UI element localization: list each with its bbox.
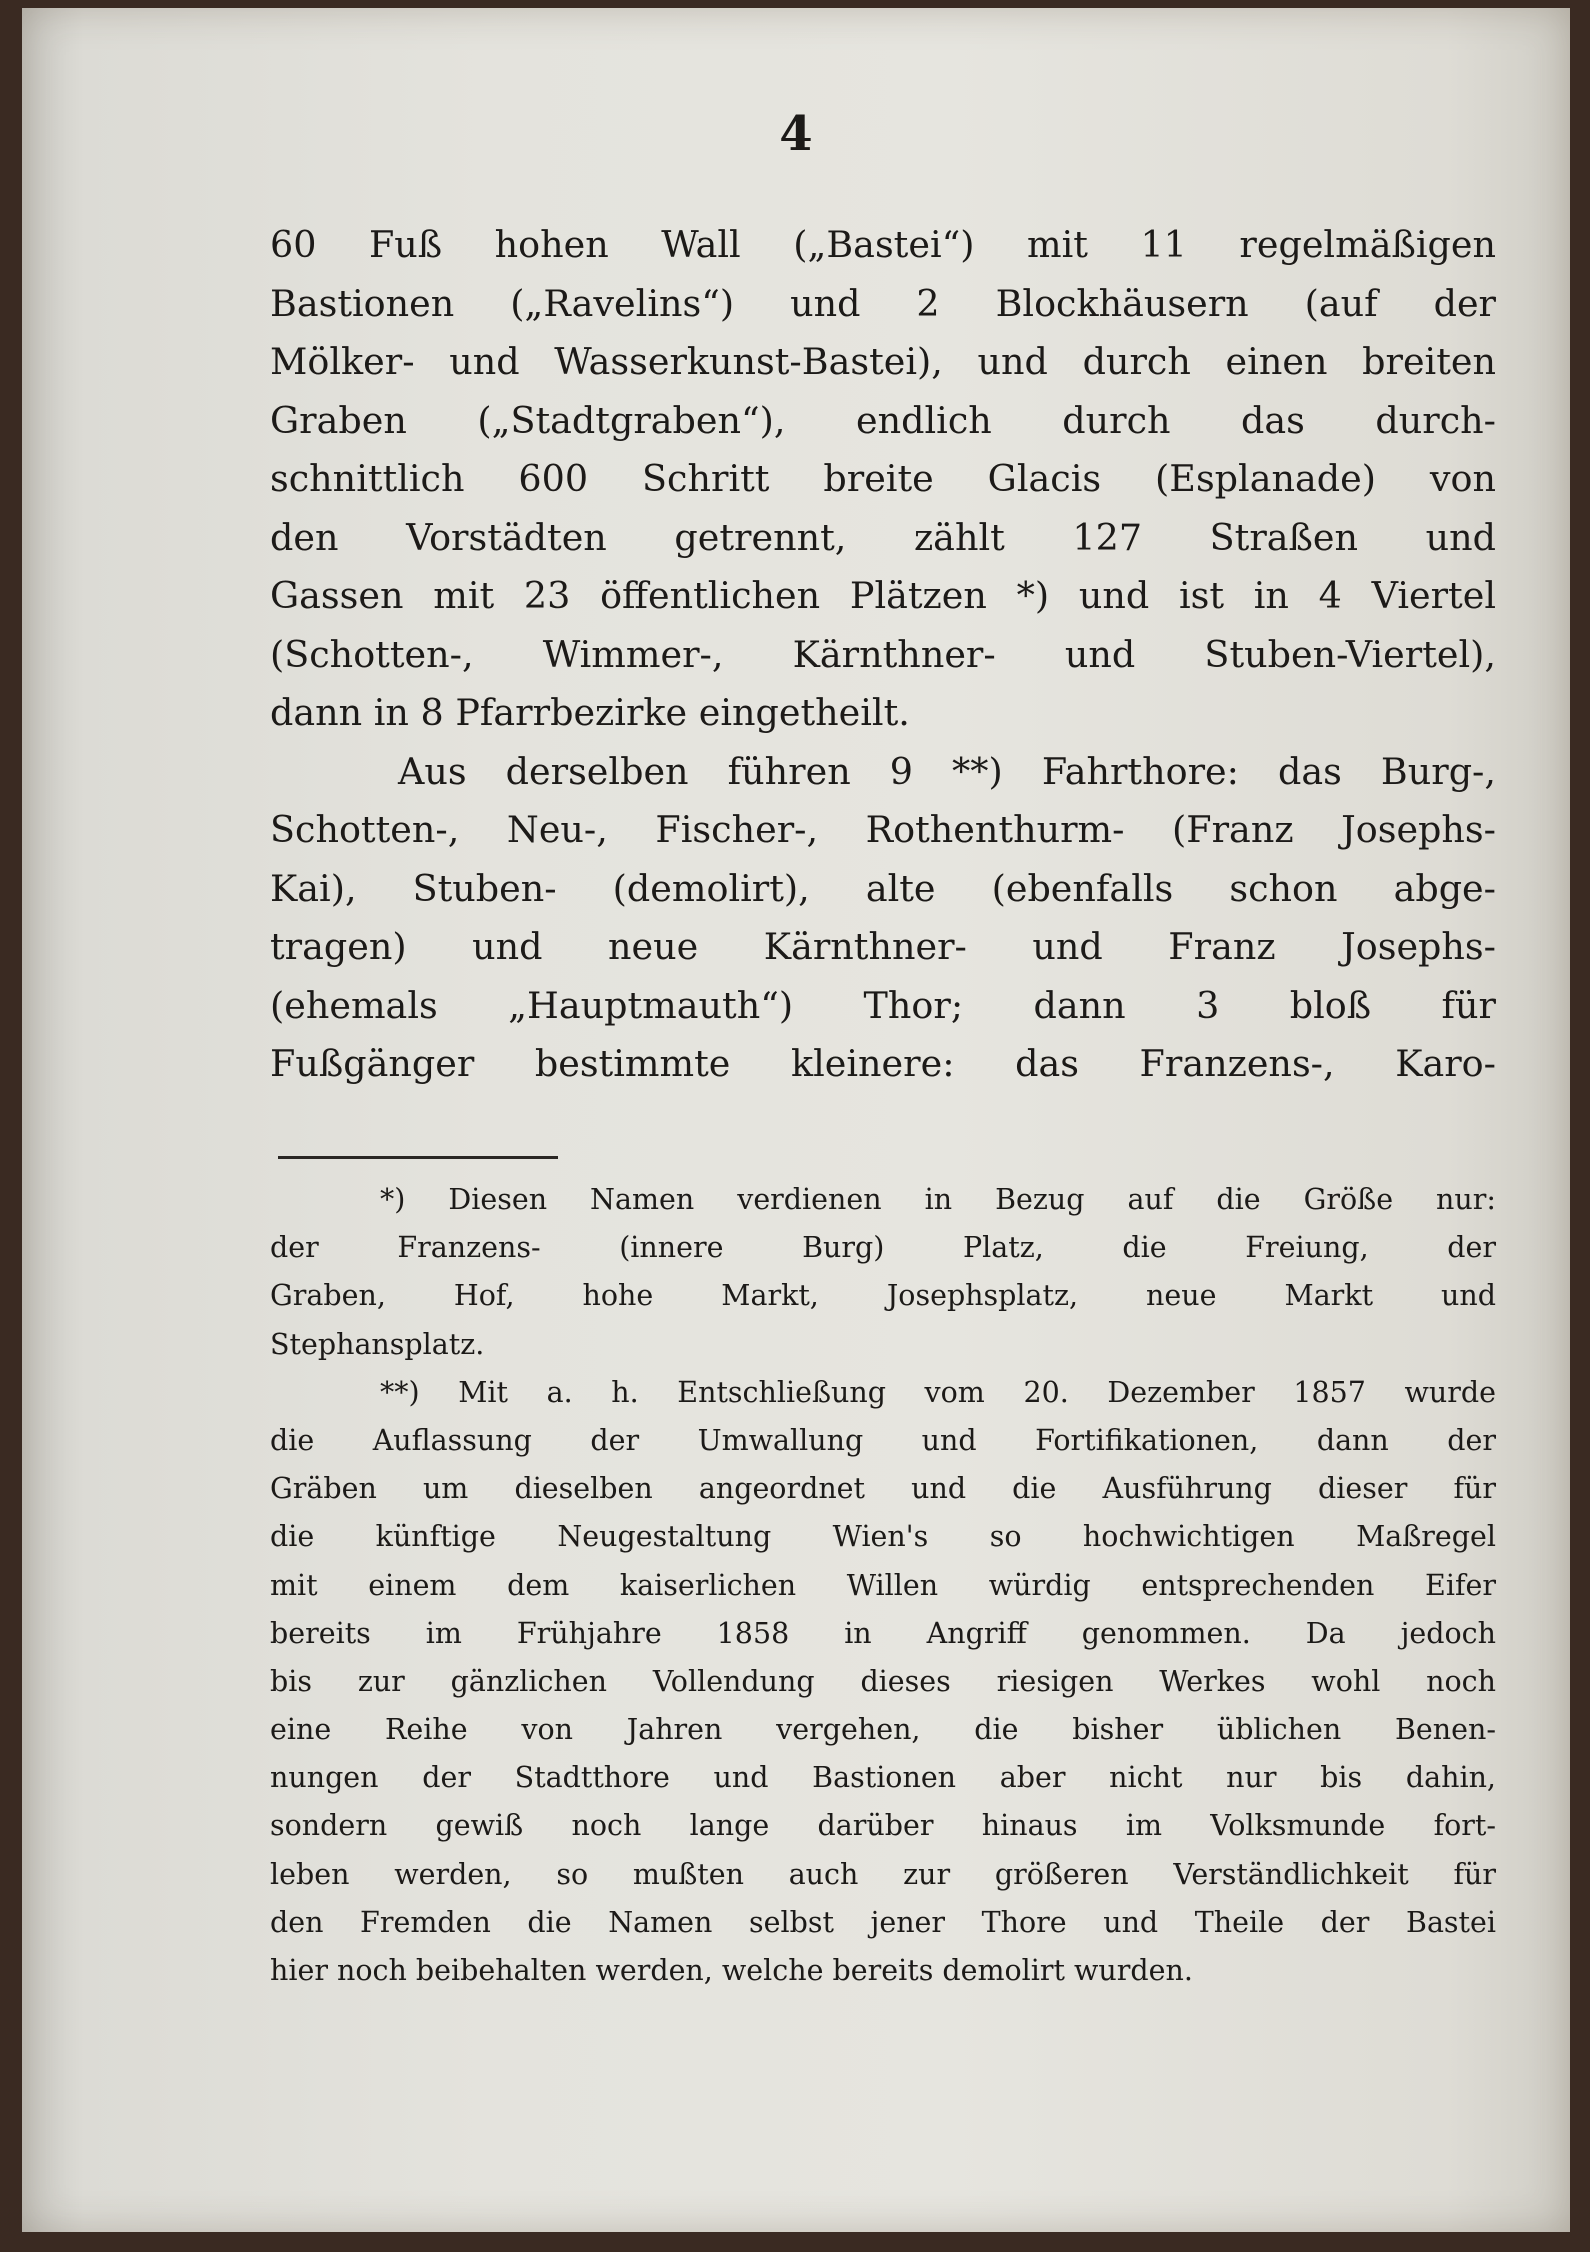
text-line: Aus derselben führen 9 **) Fahrthore: das Burg-, [398,749,1496,793]
text-line: tragen) und neue Kärnthner- und Franz Josephs- [270,925,1496,968]
text-line: den Vorstädten getrennt, zählt 127 Straßen und [270,515,1496,559]
footnote-line: hier noch beibehalten werden, welche bereits demolirt wurden. [270,1954,1193,1987]
footnotes [270,1176,1496,1995]
text-line: 60 Fuß hohen Wall („Bastei“) mit 11 regelmäßigen [270,223,1496,266]
main-text [270,216,1496,1094]
text-line: (ehemals „Hauptmauth“) Thor; dann 3 bloß für [270,983,1496,1027]
footnote-line: mit einem dem kaiserlichen Willen würdig entsprechenden Eifer [270,1568,1496,1602]
footnote-divider [278,1156,558,1159]
text-line: schnittlich 600 Schritt breite Glacis (Esplanade) von [270,457,1496,500]
book-page [22,8,1570,2232]
page-number: 4 [779,106,813,162]
footnote-line: bis zur gänzlichen Vollendung dieses riesigen Werkes wohl noch [270,1664,1496,1698]
footnote-line: **) Mit a. h. Entschließung vom 20. Dezember 1857 wurde [380,1375,1496,1409]
footnote-line: nungen der Stadtthore und Bastionen aber nicht nur bis dahin, [270,1761,1496,1795]
footnote-line: sondern gewiß noch lange darüber hinaus im Volksmunde fort- [270,1809,1496,1843]
footnote-line: den Fremden die Namen selbst jener Thore und Theile der Bastei [270,1905,1496,1939]
footnote-line: bereits im Frühjahre 1858 in Angriff genommen. Da jedoch [270,1616,1496,1650]
text-line: Fußgänger bestimmte kleinere: das Franzens-, Karo- [270,1042,1496,1085]
footnote-line: Stephansplatz. [270,1327,485,1361]
footnote-line: die künftige Neugestaltung Wien's so hochwichtigen Maßregel [270,1520,1496,1554]
text-line: dann in 8 Pfarrbezirke eingetheilt. [270,691,910,734]
text-line: Mölker- und Wasserkunst-Bastei), und durch einen breiten [270,340,1496,383]
text-line: Gassen mit 23 öffentlichen Plätzen *) und ist in 4 Viertel [270,574,1496,617]
footnote-line: Gräben um dieselben angeordnet und die Ausführung dieser für [270,1472,1496,1506]
text-line: (Schotten-, Wimmer-, Kärnthner- und Stuben-Viertel), [270,632,1496,676]
footnote-line: die Auflassung der Umwallung und Fortifikationen, dann der [270,1423,1496,1457]
text-line: Graben („Stadtgraben“), endlich durch das durch- [270,398,1496,442]
text-line: Schotten-, Neu-, Fischer-, Rothenthurm- (Franz Josephs- [270,808,1496,851]
footnote-line: *) Diesen Namen verdienen in Bezug auf die Größe nur: [380,1183,1496,1216]
text-line: Kai), Stuben- (demolirt), alte (ebenfalls schon abge- [270,866,1496,910]
text-line: Bastionen („Ravelins“) und 2 Blockhäusern (auf der [270,281,1496,325]
footnote-line: Graben, Hof, hohe Markt, Josephsplatz, neue Markt und [270,1279,1496,1313]
footnote-line: der Franzens- (innere Burg) Platz, die Freiung, der [270,1231,1496,1265]
footnote-line: eine Reihe von Jahren vergehen, die bisher üblichen Benen- [270,1713,1496,1747]
footnote-line: leben werden, so mußten auch zur größeren Verständlichkeit für [270,1857,1496,1891]
